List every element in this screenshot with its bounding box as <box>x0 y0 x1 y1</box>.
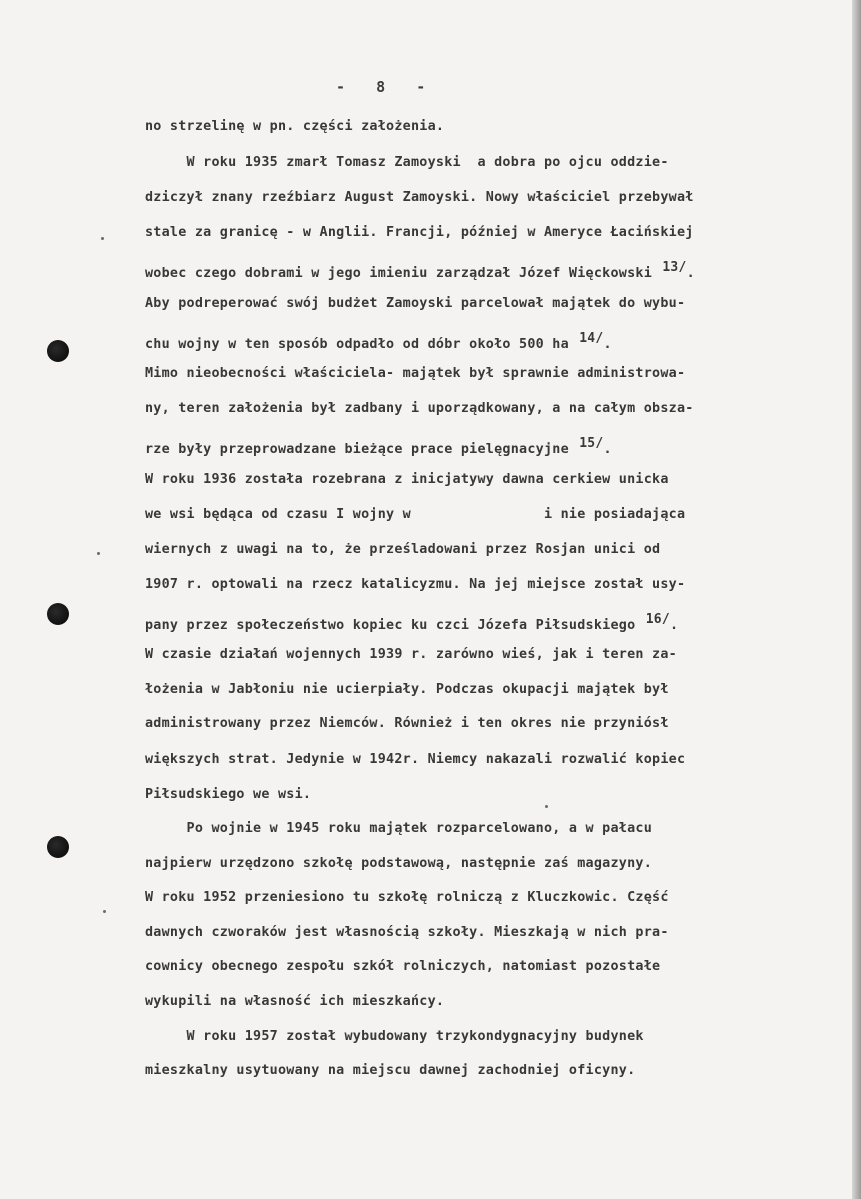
text-line: W roku 1936 została rozebrana z inicjatywy dawna cerkiew unicka <box>145 472 669 487</box>
text-line: większych strat. Jedynie w 1942r. Niemcy nakazali rozwalić kopiec <box>145 752 686 767</box>
footnote-ref: 13/ <box>662 260 687 275</box>
punch-hole <box>47 603 69 625</box>
page-edge-shadow <box>852 0 861 1199</box>
text-line: wykupili na własność ich mieszkańcy. <box>145 994 445 1009</box>
paper-speck <box>103 910 106 913</box>
text-line: administrowany przez Niemców. Również i ten okres nie przyniósł <box>145 716 669 731</box>
text-line: we wsi będąca od czasu I wojny w i nie posiadająca <box>145 507 686 522</box>
footnote-ref: 15/ <box>579 436 604 451</box>
text-line: wiernych z uwagi na to, że prześladowani przez Rosjan unici od <box>145 542 661 557</box>
text-line: dawnych czworaków jest własnością szkoły. Mieszkają w nich pra- <box>145 925 669 940</box>
text-line: ny, teren założenia był zadbany i uporządkowany, a na całym obsza- <box>145 401 694 416</box>
text-line: Piłsudskiego we wsi. <box>145 787 312 802</box>
text-line: cownicy obecnego zespołu szkół rolniczych, natomiast pozostałe <box>145 959 661 974</box>
punch-hole <box>47 340 69 362</box>
text-line: W roku 1952 przeniesiono tu szkołę rolniczą z Kluczkowic. Część <box>145 890 669 905</box>
text-line: rze były przeprowadzane bieżące prace pielęgnacyjne $^{15/}$. <box>145 436 612 457</box>
text-line: wobec czego dobrami w jego imieniu zarządzał Józef Więckowski $^{13/}$. <box>145 260 695 281</box>
paper-speck <box>97 552 100 555</box>
text-line: W roku 1935 zmarł Tomasz Zamoyski a dobra po ojcu oddzie- <box>145 155 669 170</box>
text-line: pany przez społeczeństwo kopiec ku czci Józefa Piłsudskiego $^{16/}$. <box>145 612 679 633</box>
text-line: dziczył znany rzeźbiarz August Zamoyski. Nowy właściciel przebywał <box>145 190 694 205</box>
text-line: łożenia w Jabłoniu nie ucierpiały. Podczas okupacji majątek był <box>145 682 669 697</box>
text-line: no strzelinę w pn. części założenia. <box>145 119 445 134</box>
text-line: Po wojnie w 1945 roku majątek rozparcelowano, a w pałacu <box>145 821 653 836</box>
paper-speck <box>101 237 104 240</box>
page-number: - 8 - <box>336 78 427 96</box>
footnote-ref: 14/ <box>579 331 604 346</box>
text-line: Mimo nieobecności właściciela- majątek był sprawnie administrowa- <box>145 366 686 381</box>
punch-hole <box>47 836 69 858</box>
text-line: W czasie działań wojennych 1939 r. zarówno wieś, jak i teren za- <box>145 647 677 662</box>
text-line: mieszkalny usytuowany na miejscu dawnej zachodniej oficyny. <box>145 1063 636 1078</box>
text-line: najpierw urzędzono szkołę podstawową, następnie zaś magazyny. <box>145 856 653 871</box>
text-line: 1907 r. optowali na rzecz katalicyzmu. Na jej miejsce został usy- <box>145 577 686 592</box>
paper-speck <box>545 805 548 808</box>
text-line: W roku 1957 został wybudowany trzykondygnacyjny budynek <box>145 1029 644 1044</box>
text-line: Aby podreperować swój budżet Zamoyski parcelował majątek do wybu- <box>145 296 686 311</box>
footnote-ref: 16/ <box>645 612 670 627</box>
text-line: chu wojny w ten sposób odpadło od dóbr około 500 ha $^{14/}$. <box>145 331 612 352</box>
text-line: stale za granicę - w Anglii. Francji, później w Ameryce Łacińskiej <box>145 225 694 240</box>
